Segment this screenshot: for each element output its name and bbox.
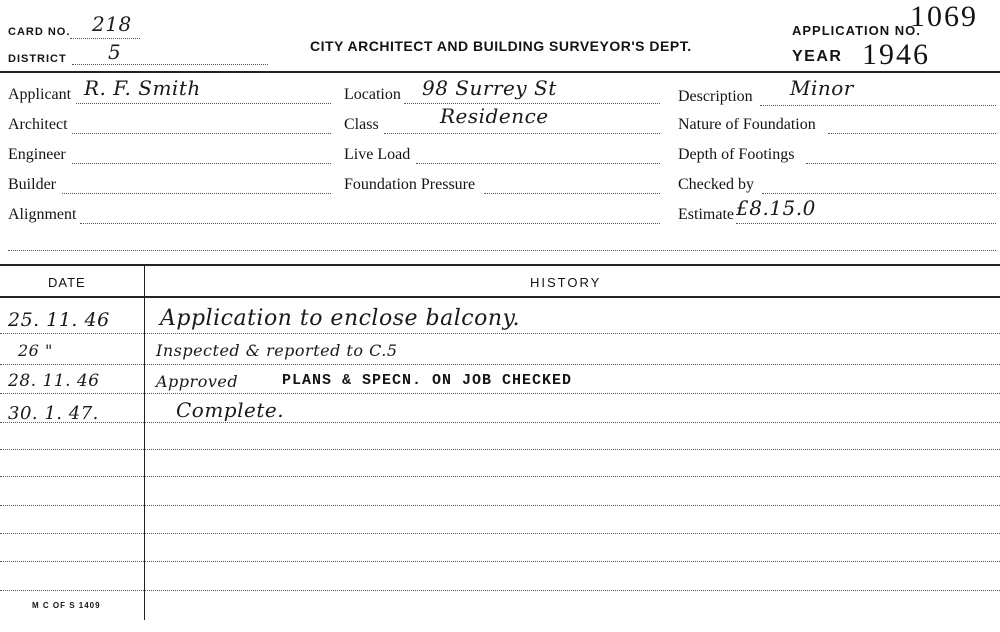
description-line	[760, 105, 996, 106]
estimate-line	[736, 223, 996, 224]
class-label: Class	[344, 116, 379, 133]
description-label: Description	[678, 88, 753, 105]
entry-text: Approved	[156, 372, 239, 391]
district-value: 5	[108, 40, 122, 64]
foundation-pressure-line	[484, 193, 660, 194]
card-no-line	[70, 38, 140, 39]
approval-stamp: PLANS & SPECN. ON JOB CHECKED	[282, 372, 573, 389]
depth-of-footings-line	[806, 163, 996, 164]
applicant-label: Applicant	[8, 86, 72, 103]
location-label: Location	[344, 86, 401, 103]
card-no-label: CARD NO.	[8, 26, 71, 38]
entry-text: Complete.	[176, 398, 285, 422]
history-header: HISTORY	[530, 275, 602, 290]
history-line	[0, 505, 1000, 506]
entry-date: 30. 1. 47.	[8, 403, 99, 424]
history-line	[0, 422, 1000, 423]
entry-date: 26 "	[18, 341, 53, 360]
district-line	[72, 64, 268, 65]
header-rule	[0, 71, 1000, 73]
history-line	[0, 533, 1000, 534]
entry-date: 25. 11. 46	[8, 309, 110, 331]
dept-title: CITY ARCHITECT AND BUILDING SURVEYOR'S DEPT.	[310, 38, 692, 54]
entry-text: Inspected & reported to C.5	[156, 341, 398, 360]
applicant-value: R. F. Smith	[84, 76, 201, 100]
engineer-label: Engineer	[8, 146, 66, 163]
history-line	[0, 476, 1000, 477]
history-header-rule	[0, 296, 1000, 298]
entry-text: Application to enclose balcony.	[160, 306, 520, 331]
applicant-line	[76, 103, 331, 104]
alignment-label: Alignment	[8, 206, 77, 223]
history-line	[0, 449, 1000, 450]
live-load-label: Live Load	[344, 146, 411, 163]
builder-line	[62, 193, 331, 194]
date-column-rule	[144, 266, 145, 620]
estimate-value: £8.15.0	[736, 196, 816, 220]
history-line	[0, 364, 1000, 365]
estimate-label: Estimate	[678, 206, 734, 223]
history-line	[0, 393, 1000, 394]
alignment-line	[80, 223, 660, 224]
architect-label: Architect	[8, 116, 68, 133]
nature-of-foundation-line	[828, 133, 996, 134]
class-line	[384, 133, 660, 134]
location-value: 98 Surrey St	[422, 76, 557, 100]
history-top-rule	[0, 264, 1000, 266]
live-load-line	[416, 163, 660, 164]
application-no-value: 1069	[910, 0, 978, 33]
engineer-line	[72, 163, 331, 164]
history-line	[0, 590, 1000, 591]
year-label: YEAR	[792, 48, 843, 65]
checked-by-line	[762, 193, 996, 194]
architect-line	[72, 133, 331, 134]
district-label: DISTRICT	[8, 53, 67, 65]
depth-of-footings-label: Depth of Footings	[678, 146, 795, 163]
application-no-label: APPLICATION NO.	[792, 23, 921, 38]
date-header: DATE	[48, 275, 86, 290]
nature-of-foundation-label: Nature of Foundation	[678, 116, 816, 133]
history-line	[0, 333, 1000, 334]
entry-date: 28. 11. 46	[8, 371, 100, 391]
foundation-pressure-label: Foundation Pressure	[344, 176, 476, 193]
description-value: Minor	[790, 76, 854, 100]
builder-label: Builder	[8, 176, 56, 193]
history-line	[0, 561, 1000, 562]
form-code: M C OF S 1409	[32, 601, 101, 610]
class-value: Residence	[440, 104, 549, 128]
extra-line	[8, 250, 996, 251]
card-no-value: 218	[92, 12, 132, 36]
checked-by-label: Checked by	[678, 176, 754, 193]
year-value: 1946	[862, 38, 930, 71]
